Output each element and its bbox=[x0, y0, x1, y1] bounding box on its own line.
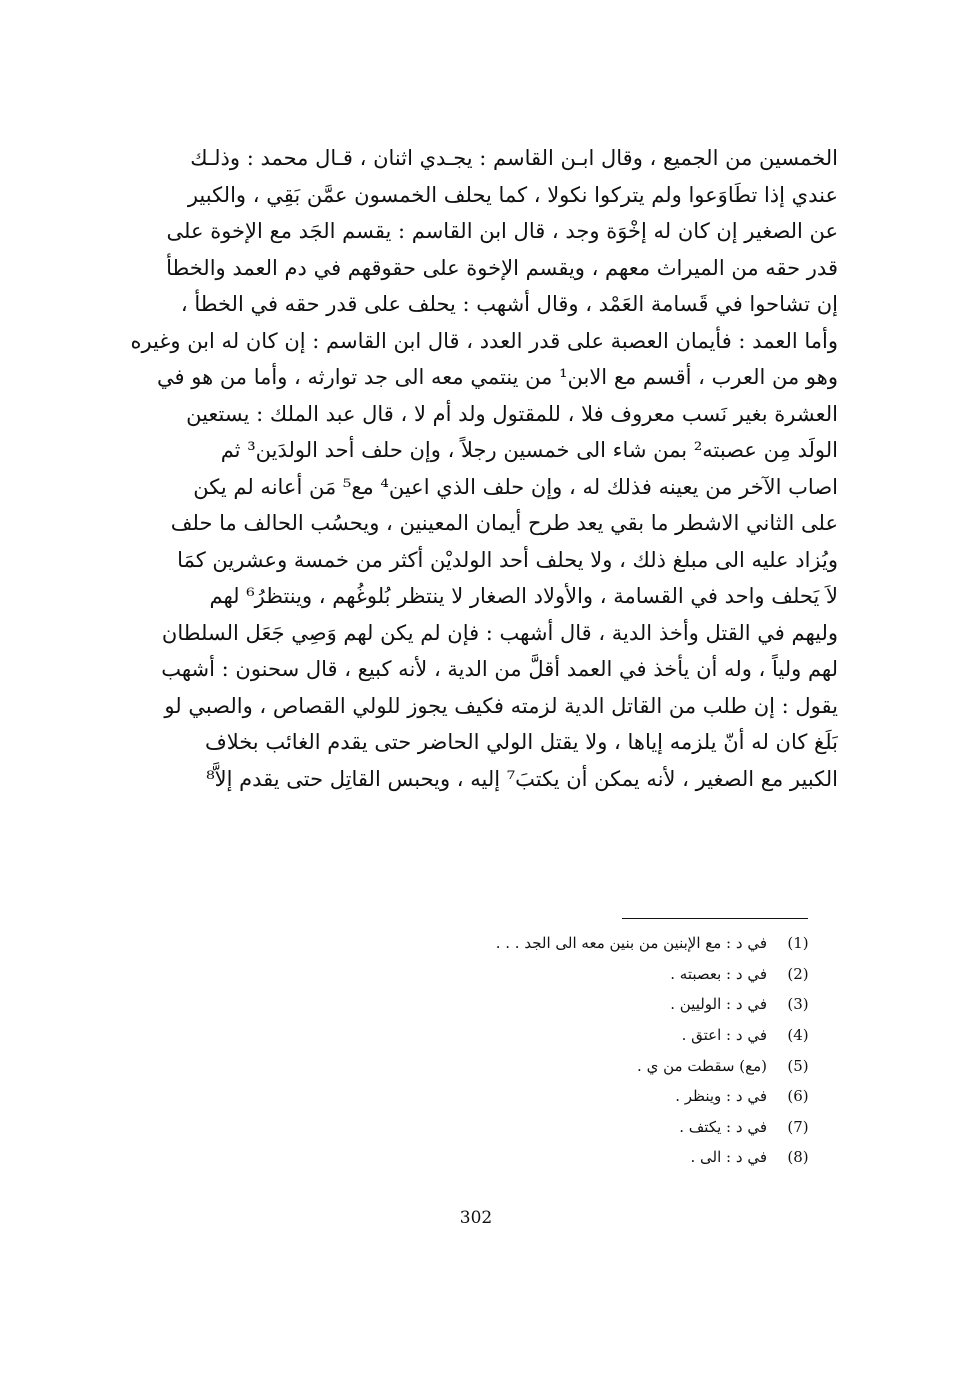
footnote-item bbox=[393, 1081, 813, 1112]
footnote-item bbox=[393, 989, 813, 1020]
footnote-text: في د : وينظر . bbox=[675, 1087, 767, 1106]
footnote-item bbox=[393, 1142, 813, 1173]
text-line: يقول : إن طلب من القاتل الدية لزمته فكيف يجوز للولي القصاص ، والصبي لو bbox=[164, 693, 838, 718]
footnote-number: (4) bbox=[787, 1026, 809, 1045]
footnote-item bbox=[393, 1112, 813, 1143]
text-line: الكبير مع الصغير ، لأنه يمكن أن يكتبَ⁷ إليه ، ويحبس القاتِل حتى يقدم إلاَّ⁸ bbox=[206, 766, 838, 791]
text-line: لهم ولياً ، وله أن يأخذ في العمد أقلَّ من الدية ، لأنه كبيع ، قال سحنون : أشهب bbox=[161, 657, 838, 681]
text-line: قدر حقه من الميراث معهم ، ويقسم الإخوة على حقوقهم في دم العمد والخطأ bbox=[166, 255, 838, 280]
text-line: وهو من العرب ، أقسم مع الابن¹ من ينتمي معه الى جد توارثه ، وأما من هو في bbox=[157, 365, 838, 389]
footnote-number: (5) bbox=[787, 1056, 809, 1075]
main-text bbox=[118, 140, 838, 797]
text-line: الولَد مِن عصبته² بمن شاء الى خمسين رجلاً ، وإن حلف أحد الولدَين³ ثم bbox=[220, 438, 838, 462]
text-line: لاَ يَحلف واحد في القسامة ، والأولاد الصغار لا ينتظر بُلوغُهم ، وينتظرُ⁶ لهم bbox=[209, 584, 838, 608]
footnotes bbox=[393, 928, 813, 1173]
footnote-number: (6) bbox=[787, 1087, 809, 1106]
footnote-text: في د : الوليين . bbox=[670, 995, 767, 1014]
footnote-number: (8) bbox=[787, 1148, 809, 1167]
text-line: اصاب الآخر من يعينه فذلك له ، وإن حلف الذي اعين⁴ مع⁵ مَن أعانه لم يكن bbox=[193, 474, 838, 499]
footnote-text: في د : اعتق . bbox=[681, 1026, 767, 1045]
page-number: 302 bbox=[459, 1208, 493, 1228]
footnote-separator bbox=[622, 918, 808, 919]
footnote-text: (مع) سقطت من ي . bbox=[637, 1056, 767, 1075]
text-line: وليهم في القتل وأخذ الدية ، قال أشهب : فإن لم يكن لهم وَصِي جَعَل السلطان bbox=[161, 620, 838, 645]
text-line: الخمسين من الجميع ، وقال ابـن القاسم : يجـدي اثنان ، قـال محمد : وذلـك bbox=[190, 146, 838, 170]
footnote-number: (7) bbox=[787, 1117, 809, 1136]
footnote-text: في د : الى . bbox=[690, 1148, 767, 1167]
text-line: وأما العمد : فأيمان العصبة على قدر العدد ، قال ابن القاسم : إن كان له ابن وغيره bbox=[130, 328, 838, 353]
footnote-text: في د : مع الإبنين من بنين معه الى الجد . . . bbox=[495, 934, 767, 953]
text-line: على الثاني الاشطر ما بقي يعد طرح أيمان المعينين ، ويحسُب الحالف ما حلف bbox=[170, 511, 838, 535]
text-line: بَلَغ كان له أنّ يلزمه إياها ، ولا يقتل الولي الحاضر حتى يقدم الغائب بخلاف bbox=[204, 730, 838, 754]
footnote-number: (2) bbox=[787, 964, 809, 983]
footnote-item bbox=[393, 959, 813, 990]
footnote-text: في د : يكتف . bbox=[679, 1117, 767, 1136]
text-line: عن الصغير إن كان له إخْوَة وجد ، قال ابن القاسم : يقسم الجَد مع الإخوة على bbox=[166, 219, 838, 243]
text-line: عندي إذا تطَاوَعوا ولم يتركوا نكولا ، كما يحلف الخمسون عمَّن بَقِي ، والكبير bbox=[187, 182, 838, 207]
text-line: العشرة بغير نَسب معروف فلا ، للمقتول ولد أم لا ، قال عبد الملك : يستعين bbox=[186, 401, 838, 426]
footnote-number: (1) bbox=[787, 934, 809, 953]
text-line: إن تشاحوا في قَسامة العَمْد ، وقال أشهب : يحلف على قدر حقه في الخطأ ، bbox=[180, 292, 838, 316]
text-line: ويُزاد عليه الى مبلغ ذلك ، ولا يحلف أحد الولديْن أكثر من خمسة وعشرين كمَا bbox=[177, 547, 838, 572]
footnote-text: في د : بعصبته . bbox=[670, 964, 767, 983]
footnote-number: (3) bbox=[787, 995, 809, 1014]
footnote-item bbox=[393, 1050, 813, 1081]
footnote-item bbox=[393, 928, 813, 959]
footnote-item bbox=[393, 1020, 813, 1051]
